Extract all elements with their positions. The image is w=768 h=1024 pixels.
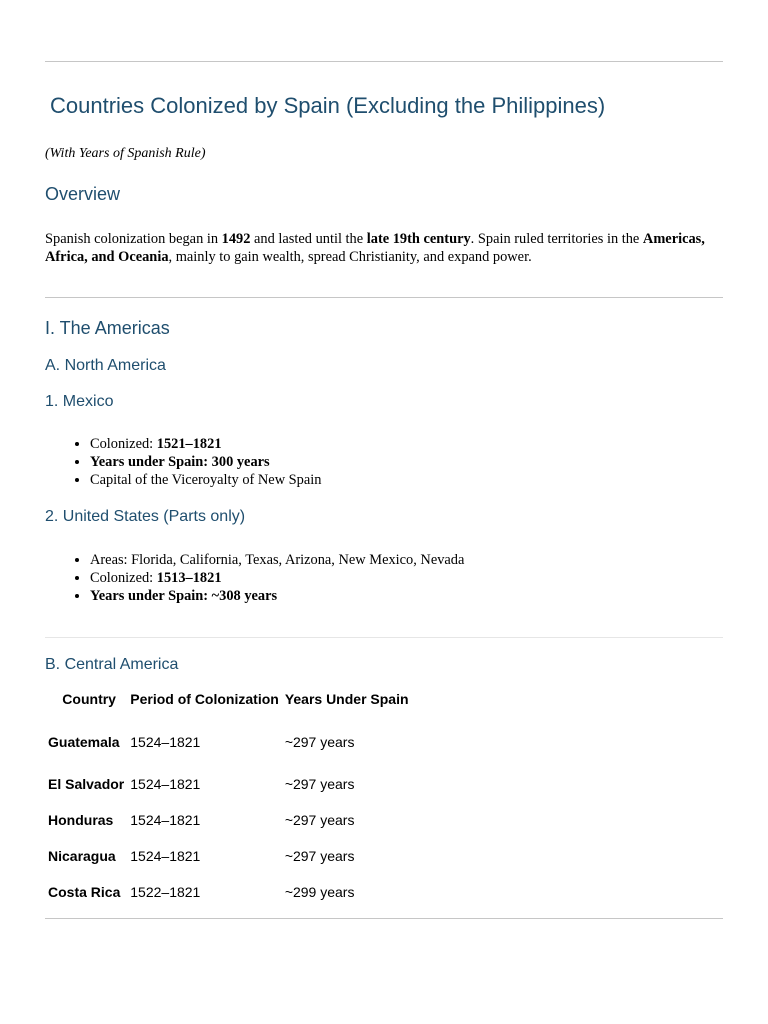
table-cell-period: 1524–1821 — [130, 776, 201, 792]
us-years: • Years under Spain: ~308 years — [90, 587, 464, 605]
us-colonized-value: 1513–1821 — [156, 570, 222, 586]
table-cell-country: Honduras — [48, 812, 114, 828]
document-title: Countries Colonized by Spain (Excluding the Philippines) — [50, 93, 606, 118]
table-cell-country: Nicaragua — [48, 848, 116, 864]
table-cell-country: Guatemala — [48, 734, 120, 750]
central-america-heading: B. Central America — [45, 656, 179, 673]
list-item — [90, 569, 464, 587]
overview-text-2: and lasted until the — [250, 231, 367, 247]
table-header-country: Country — [62, 691, 116, 707]
united-states-list — [45, 551, 464, 605]
mexico-colonized-label: Colonized: — [90, 436, 157, 452]
table-header-row — [45, 685, 412, 710]
mexico-heading: 1. Mexico — [45, 393, 114, 410]
table-cell-years: ~297 years — [284, 776, 355, 792]
overview-text-3: . Spain ruled territories in the — [470, 231, 643, 247]
table-row — [45, 838, 412, 874]
overview-text-4: , mainly to gain wealth, spread Christianity, and expand power. — [168, 249, 532, 265]
table-cell-period: 1522–1821 — [130, 884, 201, 900]
mexico-colonized-value: 1521–1821 — [156, 436, 222, 452]
bottom-divider — [45, 918, 723, 919]
us-areas: • Areas: Florida, California, Texas, Arizona, New Mexico, Nevada — [90, 551, 464, 569]
table-header-period: Period of Colonization — [130, 691, 279, 707]
table-cell-country: Costa Rica — [48, 884, 121, 900]
table-header-years: Years Under Spain — [284, 691, 409, 707]
table-cell-years: ~299 years — [284, 884, 355, 900]
overview-text-1: Spanish colonization began in — [45, 231, 222, 247]
table-cell-years: ~297 years — [284, 734, 355, 750]
mexico-list — [45, 435, 321, 489]
overview-bold-regions: Americas, Africa, and Oceania — [45, 231, 705, 265]
united-states-heading: 2. United States (Parts only) — [45, 508, 246, 525]
mexico-capital: • Capital of the Viceroyalty of New Spain — [90, 471, 321, 489]
overview-heading: Overview — [45, 184, 121, 204]
top-divider — [45, 61, 723, 62]
table-cell-period: 1524–1821 — [130, 812, 201, 828]
overview-bold-year: 1492 — [221, 231, 251, 247]
central-america-table — [45, 685, 412, 910]
subsection-divider — [45, 637, 723, 638]
table-cell-country: El Salvador — [48, 776, 125, 792]
table-row — [45, 766, 412, 802]
us-colonized-label: Colonized: — [90, 570, 157, 586]
table-cell-period: 1524–1821 — [130, 734, 201, 750]
table-cell-period: 1524–1821 — [130, 848, 201, 864]
table-row — [45, 874, 412, 910]
list-item — [90, 435, 321, 453]
document-subtitle: (With Years of Spanish Rule) — [45, 146, 206, 161]
table-cell-years: ~297 years — [284, 848, 355, 864]
overview-bold-century: late 19th century — [366, 231, 471, 247]
table-cell-years: ~297 years — [284, 812, 355, 828]
table-row — [45, 710, 412, 766]
section-divider — [45, 297, 723, 298]
mexico-years: • Years under Spain: 300 years — [90, 453, 321, 471]
overview-paragraph — [45, 230, 705, 266]
table-row — [45, 802, 412, 838]
north-america-heading: A. North America — [45, 357, 166, 374]
americas-heading: I. The Americas — [45, 318, 170, 338]
